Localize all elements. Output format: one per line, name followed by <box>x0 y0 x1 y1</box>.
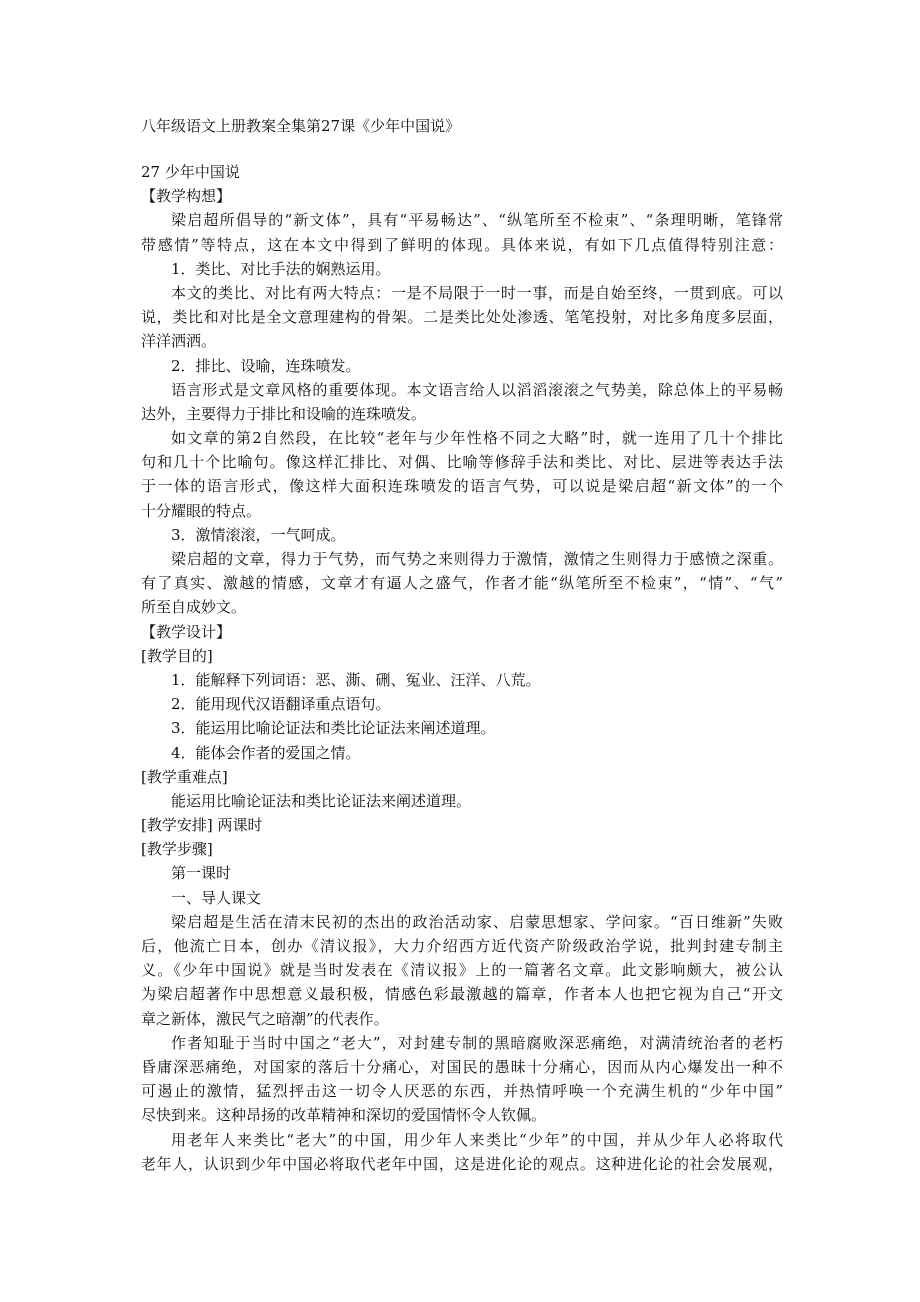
text-line: 梁启超的文章，得力于气势，而气势之来则得力于激情，激情之生则得力于感愤之深重。 <box>171 550 783 568</box>
text-line: 可遏止的激情，猛烈抨击这一切令人厌恶的东西，并热情呼唤一个充满生机的“少年中国” <box>141 1082 783 1101</box>
text-line: 所至自成妙文。 <box>141 598 247 617</box>
text-line: 句和几十个比喻句。像这样汇排比、对偶、比喻等修辞手法和类比、对比、层进等表达手法 <box>141 453 783 472</box>
text-line: [教学目的] <box>141 646 213 665</box>
text-line: 【教学设计】 <box>141 622 232 641</box>
text-line: 3．能运用比喻论证法和类比论证法来阐述道理。 <box>171 719 496 738</box>
text-line: 十分耀眼的特点。 <box>141 501 262 520</box>
text-line: 作者知耻于当时中国之“老大”，对封建专制的黑暗腐败深恶痛绝，对满清统治者的老朽 <box>171 1033 783 1052</box>
document-body <box>141 160 783 1176</box>
text-line: 达外，主要得力于排比和设喻的连珠喷发。 <box>141 404 427 423</box>
text-line: 后，他流亡日本，创办《清议报》，大力介绍西方近代资产阶级政治学说，批判封建专制主 <box>141 937 783 955</box>
text-line: 洋洋洒洒。 <box>141 332 217 351</box>
text-line: 【教学构想】 <box>141 187 232 206</box>
text-line: 4．能体会作者的爱国之情。 <box>171 743 361 762</box>
text-line: 梁启超所倡导的“新文体”，具有“平易畅达”、“纵笔所至不检束”、“条理明晰，笔锋常 <box>171 211 783 230</box>
text-line: 为梁启超著作中思想意义最积极，情感色彩最激越的篇章，作者本人也把它视为自己“开文 <box>141 985 783 1004</box>
text-line: 本文的类比、对比有两大特点：一是不局限于一时一事，而是自始至终，一贯到底。可以 <box>171 283 783 302</box>
text-line: 语言形式是文章风格的重要体现。本文语言给人以滔滔滚滚之气势美，除总体上的平易畅 <box>171 380 783 399</box>
text-line: 章之新体，激民气之暗潮”的代表作。 <box>141 1009 389 1028</box>
text-line: [教学安排] 两课时 <box>141 816 263 835</box>
text-line: [教学重难点] <box>141 767 228 786</box>
text-line: 第一课时 <box>171 864 232 883</box>
text-line: 有了真实、激越的情感，文章才有逼人之盛气，作者才能“纵笔所至不检束”，“情”、“气” <box>141 574 783 593</box>
text-line: 带感情”等特点，这在本文中得到了鲜明的体现。具体来说，有如下几点值得特别注意： <box>141 235 783 254</box>
text-line: 27 少年中国说 <box>141 163 240 181</box>
text-line: 2．排比、设喻，连珠喷发。 <box>171 356 361 375</box>
text-line: 尽快到来。这种昂扬的改革精神和深切的爱国情怀令人钦佩。 <box>141 1106 547 1125</box>
text-line: [教学步骤] <box>141 840 213 859</box>
text-line: 于一体的语言形式，像这样大面积连珠喷发的语言气势，可以说是梁启超“新文体”的一个 <box>141 477 783 496</box>
text-line: 昏庸深恶痛绝，对国家的落后十分痛心，对国民的愚昧十分痛心，因而从内心爆发出一种不 <box>141 1057 783 1076</box>
text-line: 如文章的第2自然段，在比较“老年与少年性格不同之大略”时，就一连用了几十个排比 <box>171 429 783 448</box>
text-line: 一、导人课文 <box>171 888 262 907</box>
text-line: 说，类比和对比是全文意理建构的骨架。二是类比处处渗透、笔笔投射，对比多角度多层面， <box>141 308 783 327</box>
text-line: 用老年人来类比“老大”的中国，用少年人来类比“少年”的中国，并从少年人必将取代 <box>171 1130 783 1149</box>
text-line: 1．类比、对比手法的娴熟运用。 <box>171 259 391 278</box>
text-line: 义。《少年中国说》就是当时发表在《清议报》上的一篇著名文章。此文影响颇大，被公认 <box>141 961 783 980</box>
document-title: 八年级语文上册教案全集第27课《少年中国说》 <box>141 117 461 135</box>
text-line: 梁启超是生活在清末民初的杰出的政治活动家、启蒙思想家、学问家。“百日维新”失败 <box>171 912 783 931</box>
text-line: 3．激情滚滚，一气呵成。 <box>171 525 346 544</box>
text-line: 能运用比喻论证法和类比论证法来阐述道理。 <box>171 791 472 810</box>
text-line: 1．能解释下列词语：恶、澌、硎、冤业、汪洋、八荒。 <box>171 670 541 689</box>
text-line: 2．能用现代汉语翻译重点语句。 <box>171 695 391 714</box>
text-line: 老年人，认识到少年中国必将取代老年中国，这是进化论的观点。这种进化论的社会发展观， <box>141 1154 783 1173</box>
